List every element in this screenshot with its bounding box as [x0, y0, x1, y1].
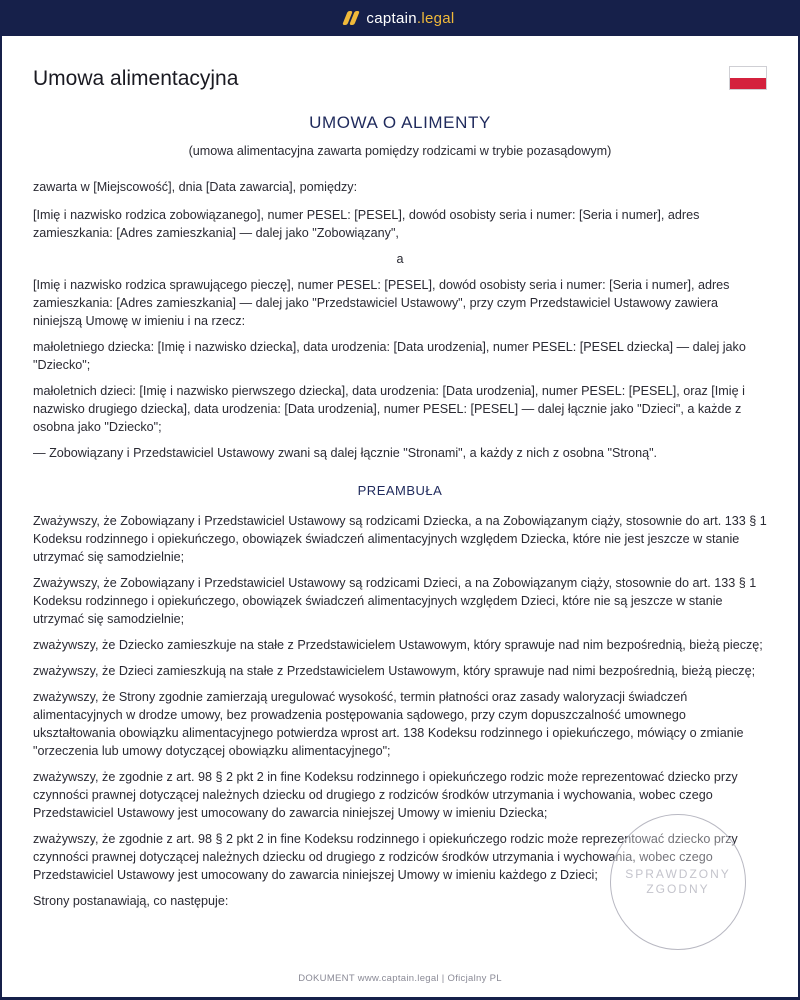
poland-flag-icon[interactable] — [729, 66, 767, 90]
document-footer: DOKUMENT www.captain.legal | Oficjalny PL — [298, 973, 502, 984]
preamble-clause: Zważywszy, że Zobowiązany i Przedstawiciel Ustawowy są rodzicami Dzieci, a na Zobowiązanym ciąży, stosownie do art. 133 § 1 Kodeksu rodzinnego i opiekuńczego, obowiązek świadczeń alimentacyjnych względem Dzieci, które nie są jeszcze w stanie utrzymać się samodzielnie; — [33, 576, 757, 626]
stamp-line-2: ZGODNY — [646, 882, 710, 896]
closing-paragraph: Strony postanawiają, co następuje: — [33, 894, 229, 908]
brand-name[interactable]: captain.legal — [366, 9, 455, 27]
captain-logo-icon — [345, 11, 357, 25]
preamble-clause: zważywszy, że Strony zgodnie zamierzają uregulować wysokość, termin płatności oraz zasady waloryzacji świadczeń alimentacyjnych w drodze umowy, bez prowadzenia postępowania sądowego, przy czym dopuszczalność umownego ukształtowania obowiązku alimentacyjnego potwierdza wprost art. 138 Kodeksu rodzinnego i opiekuńczego, mówiący o zmianie "orzeczenia lub umowy dotyczącej obowiązku alimentacyjnego"; — [33, 690, 744, 758]
party-representative: [Imię i nazwisko rodzica sprawującego pieczę], numer PESEL: [PESEL], dowód osobisty seria i numer: [Seria i numer], adres zamieszkania: [Adres zamieszkania] — dalej jako "Przedstawiciel Ustawowy", przy czym Przedstawiciel Ustawowy zawiera niniejszą Umowę w imieniu i na rzecz: — [33, 278, 730, 328]
preamble-clause: zważywszy, że zgodnie z art. 98 § 2 pkt 2 in fine Kodeksu rodzinnego i opiekuńczego rodzic może reprezentować dziecko przy czynności prawnej dotyczącej należnych dziecku od drugiego z rodziców środków utrzymania i wychowania, wobec czego Przedstawiciel Ustawowy jest umocowany do zawarcia niniejszej Umowy w imieniu każdego z Dzieci; — [33, 832, 738, 882]
parties-note: — Zobowiązany i Przedstawiciel Ustawowy zwani są dalej łącznie "Stronami", a każdy z nich z osobna "Stroną". — [33, 446, 658, 460]
flag-red-band — [730, 78, 766, 89]
preamble-title: PREAMBUŁA — [357, 483, 443, 498]
party-obligated: [Imię i nazwisko rodzica zobowiązanego], numer PESEL: [PESEL], dowód osobisty seria i numer: [Seria i numer], adres zamieszkania: [Adres zamieszkania] — dalej jako "Zobowiązany", — [33, 208, 700, 240]
stamp-line-1: SPRAWDZONY — [625, 867, 731, 881]
flag-white-band — [730, 67, 766, 78]
contract-subheading: (umowa alimentacyjna zawarta pomiędzy rodzicami w trybie pozasądowym) — [188, 144, 612, 158]
document-title: Umowa alimentacyjna — [33, 67, 239, 90]
intro-paragraph: zawarta w [Miejscowość], dnia [Data zawarcia], pomiędzy: — [33, 180, 358, 194]
preamble-clause: Zważywszy, że Zobowiązany i Przedstawiciel Ustawowy są rodzicami Dziecka, a na Zobowiązanym ciąży, stosownie do art. 133 § 1 Kodeksu rodzinnego i opiekuńczego, obowiązek świadczeń alimentacyjnych względem Dziecka, które nie jest jeszcze w stanie utrzymać się samodzielnie; — [33, 514, 767, 564]
contract-heading: UMOWA O ALIMENTY — [309, 113, 491, 132]
top-bar — [0, 0, 800, 36]
verification-stamp — [610, 814, 746, 950]
children-multi-paragraph: małoletnich dzieci: [Imię i nazwisko pierwszego dziecka], data urodzenia: [Data urodzenia], numer PESEL: [PESEL], oraz [Imię i nazwisko drugiego dziecka], data urodzenia: [Data urodzenia], numer PESEL: [PESEL] — dalej łącznie jako "Dzieci", a każde z osobna jako "Dziecko"; — [33, 384, 745, 434]
preamble-clause: zważywszy, że Dziecko zamieszkuje na stałe z Przedstawicielem Ustawowym, który sprawuje nad nim bezpośrednią, bieżą pieczę; — [33, 638, 763, 652]
child-single-paragraph: małoletniego dziecka: [Imię i nazwisko dziecka], data urodzenia: [Data urodzenia], numer PESEL: [PESEL dziecka] — dalej jako "Dziecko"; — [33, 340, 746, 372]
document-header — [33, 66, 767, 92]
preamble-clause: zważywszy, że zgodnie z art. 98 § 2 pkt 2 in fine Kodeksu rodzinnego i opiekuńczego rodzic może reprezentować dziecko przy czynności prawnej dotyczącej należnych dziecku od drugiego z rodziców środków utrzymania i wychowania, wobec czego Przedstawiciel Ustawowy jest umocowany do zawarcia niniejszej Umowy w imieniu Dziecka; — [33, 770, 738, 820]
conjunction-a: a — [396, 252, 404, 266]
document-body — [33, 112, 767, 918]
preamble-clause: zważywszy, że Dzieci zamieszkują na stałe z Przedstawicielem Ustawowym, który sprawuje nad nimi bezpośrednią, bieżą pieczę; — [33, 664, 756, 678]
